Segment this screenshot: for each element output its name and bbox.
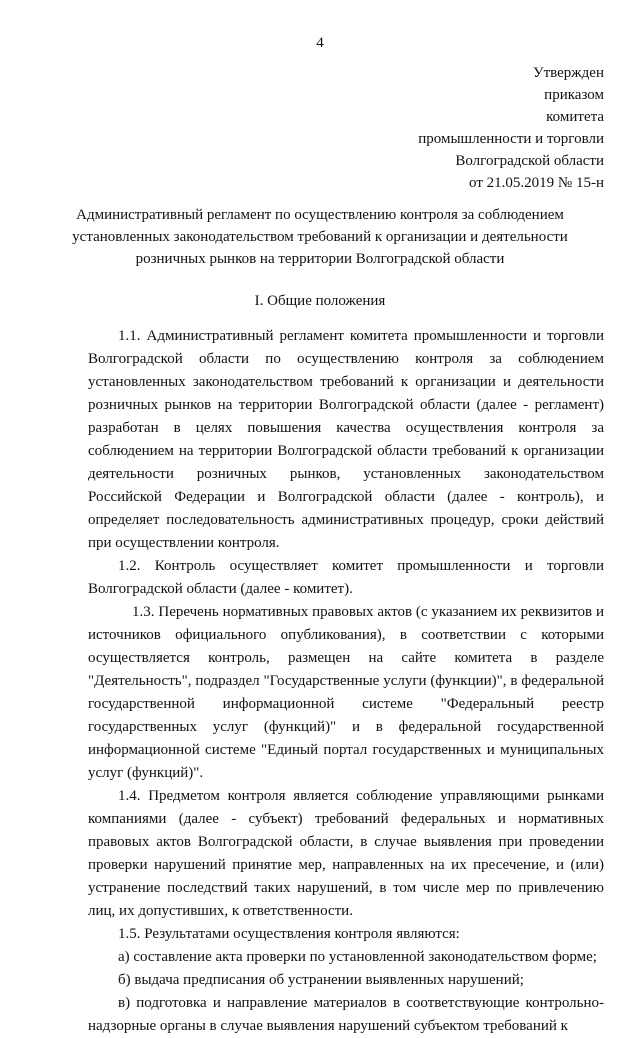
approval-line: комитета [546, 109, 604, 125]
paragraph-1-4: 1.4. Предметом контроля является соблюдение управляющими рынками компаниями (далее - субъект) требований федеральных и нормативных правовых актов Волгоградской области, в случае выявления при проведении проверки нарушений принятие мер, направленных на их пресечение, и (или) устранение последствий таких нарушений, в том числе мер по привлечению лиц, их допустивших, к ответственности. [88, 788, 604, 919]
approval-line: от 21.05.2019 № 15-н [469, 175, 604, 191]
list-item-a: а) составление акта проверки по установленной законодательством форме; [118, 949, 597, 965]
title-line: Административный регламент по осуществлению контроля за соблюдением [76, 207, 564, 223]
approval-line: приказом [544, 87, 604, 103]
approval-line: промышленности и торговли [418, 131, 604, 147]
approval-line: Волгоградской области [455, 153, 604, 169]
document-body [88, 325, 604, 1038]
list-item-b: б) выдача предписания об устранении выявленных нарушений; [118, 972, 524, 988]
title-line: установленных законодательством требований к организации и деятельности [72, 229, 568, 245]
document-title [70, 204, 570, 270]
paragraph-1-1: 1.1. Административный регламент комитета промышленности и торговли Волгоградской области по осуществлению контроля за соблюдением установленных законодательством требований к организации и деятельности розничных рынков на территории Волгоградской области (далее - регламент) разработан в целях повышения качества осуществления контроля за соблюдением на территории Волгоградской области требований к организации деятельности розничных рынков, установленных законодательством Российской Федерации и Волгоградской области (далее - контроль), и определяет последовательность административных процедур, сроки действий при осуществлении контроля. [88, 328, 604, 551]
approval-block [418, 62, 604, 194]
page-number: 4 [316, 35, 324, 51]
section-heading: I. Общие положения [254, 293, 386, 309]
paragraph-1-2: 1.2. Контроль осуществляет комитет промышленности и торговли Волгоградской области (далее - комитет). [88, 558, 604, 597]
paragraph-1-5: 1.5. Результатами осуществления контроля являются: [118, 926, 460, 942]
paragraph-1-3: 1.3. Перечень нормативных правовых актов (с указанием их реквизитов и источников официального опубликования), в соответствии с которыми осуществляется контроль, размещен на сайте комитета в разделе "Деятельность", подраздел "Государственные услуги (функции)", в федеральной государственной информационной системе "Федеральный реестр государственных услуг (функций)" и в федеральной государственной информационной системе "Единый портал государственных и муниципальных услуг (функций)". [88, 604, 604, 781]
approval-line: Утвержден [532, 65, 604, 81]
list-item-v: в) подготовка и направление материалов в соответствующие контрольно-надзорные органы в случае выявления нарушений субъектом требований к [88, 995, 604, 1034]
title-line: розничных рынков на территории Волгоградской области [135, 251, 505, 267]
